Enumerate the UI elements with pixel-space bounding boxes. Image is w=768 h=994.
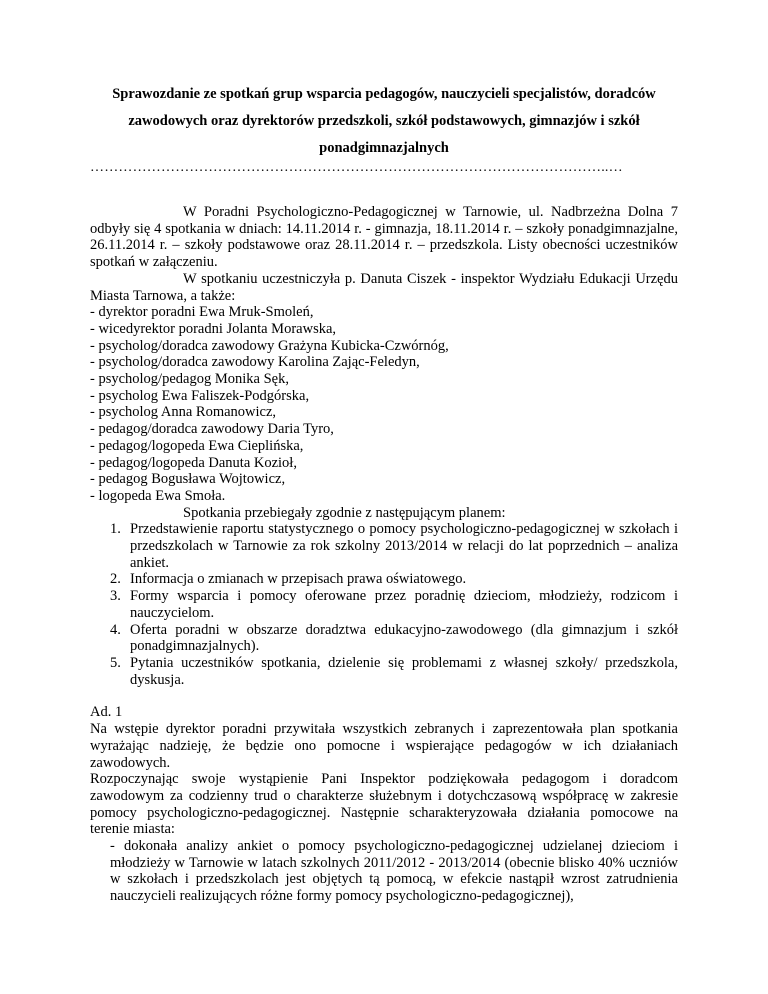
document-title-line-3: ponadgimnazjalnych [319, 140, 449, 156]
plan-item [90, 622, 678, 655]
section-gap [90, 688, 678, 704]
document-body [90, 204, 678, 905]
plan-intro: Spotkania przebiegały zgodnie z następującym planem: [183, 504, 506, 521]
plan-item [90, 521, 678, 571]
attendee-item: - logopeda Ewa Smoła. [90, 487, 226, 504]
attendee-item: - psycholog/doradca zawodowy Karolina Zając-Feledyn, [90, 354, 420, 371]
plan-item [90, 571, 678, 588]
plan-item-text: Formy wsparcia i pomocy oferowane przez poradnię dzieciom, młodzieży, rodzicom i nauczycielom. [130, 588, 678, 621]
document-title-line-2: zawodowych oraz dyrektorów przedszkoli, szkół podstawowych, gimnazjów i szkół [128, 113, 640, 129]
attendee-list [90, 304, 678, 504]
attendee-item: - pedagog/logopeda Ewa Cieplińska, [90, 437, 304, 454]
plan-item-text: Przedstawienie raportu statystycznego o pomocy psychologiczno-pedagogicznej w szkołach i przedszkolach w Tarnowie za rok szkolny 2013/2014 w relacji do lat poprzednich – analiza ankiet. [130, 521, 678, 571]
ad1-sub-item: - dokonała analizy ankiet o pomocy psychologiczno-pedagogicznej udzielanej dzieciom i młodzieży w Tarnowie w latach szkolnych 2011/2012 - 2013/2014 (obecnie blisko 40% uczniów w szkołach i przedszkolach jest objętych tą pomocą, w efekcie nastąpił wzrost zatrudnienia nauczycieli realizujących różne formy pomocy psychologiczno-pedagogicznej), [110, 838, 678, 905]
attendee-item: - pedagog Bogusława Wojtowicz, [90, 471, 286, 488]
attendee-item: - wicedyrektor poradni Jolanta Morawska, [90, 320, 337, 337]
attendee-item: - pedagog/logopeda Danuta Kozioł, [90, 454, 297, 471]
plan-item-number: 2. [110, 571, 121, 588]
plan-item-text: Oferta poradni w obszarze doradztwa edukacyjno-zawodowego (dla gimnazjum i szkół ponadgimnazjalnych). [130, 621, 678, 655]
plan-item [90, 588, 678, 621]
plan-list [90, 521, 678, 688]
plan-item-number: 1. [110, 521, 121, 538]
ad1-paragraph-2: Rozpoczynając swoje wystąpienie Pani Inspektor podziękowała pedagogom i doradcom zawodowym za codzienny trud o charakterze służebnym i dotychczasową współpracę w zakresie pomocy psychologiczno-pedagogicznej. Następnie scharakteryzowała działania pomocowe na terenie miasta: [90, 771, 678, 838]
attendee-item: - pedagog/doradca zawodowy Daria Tyro, [90, 421, 334, 438]
participants-paragraph: W spotkaniu uczestniczyła p. Danuta Ciszek - inspektor Wydziału Edukacji Urzędu Miasta Tarnowa, a także: [90, 270, 678, 304]
attendee-item: - psycholog/pedagog Monika Sęk, [90, 371, 289, 388]
plan-item-number: 4. [110, 621, 121, 638]
dotted-separator: ………………………………………………………………………………………………..… [90, 162, 623, 174]
plan-item-text: Informacja o zmianach w przepisach prawa oświatowego. [130, 571, 467, 588]
attendee-item: - dyrektor poradni Ewa Mruk-Smoleń, [90, 304, 314, 321]
intro-paragraph: W Poradni Psychologiczno-Pedagogicznej w Tarnowie, ul. Nadbrzeżna Dolna 7 odbyły się 4 spotkania w dniach: 14.11.2014 r. - gimnazja, 18.11.2014 r. – szkoły ponadgimnazjalne, 26.11.2014 r. – szkoły podstawowe oraz 28.11.2014 r. – przedszkola. Listy obecności uczestników spotkań w załączeniu. [90, 204, 678, 271]
attendee-item: - psycholog Anna Romanowicz, [90, 404, 277, 421]
ad1-paragraph-1: Na wstępie dyrektor poradni przywitała wszystkich zebranych i zaprezentowała plan spotkania wyrażając nadzieję, że będzie ono pomocne i wspierające pedagogów w ich działaniach zawodowych. [90, 721, 678, 771]
document-title-line-1: Sprawozdanie ze spotkań grup wsparcia pedagogów, nauczycieli specjalistów, doradców [112, 86, 656, 102]
ad1-heading: Ad. 1 [90, 704, 123, 721]
plan-item-number: 3. [110, 588, 121, 605]
attendee-item: - psycholog/doradca zawodowy Grażyna Kubicka-Czwórnóg, [90, 337, 449, 354]
plan-item [90, 655, 678, 688]
plan-item-text: Pytania uczestników spotkania, dzielenie się problemami z własnej szkoły/ przedszkola, dyskusja. [130, 654, 678, 688]
plan-item-number: 5. [110, 654, 121, 671]
attendee-item: - psycholog Ewa Faliszek-Podgórska, [90, 387, 310, 404]
